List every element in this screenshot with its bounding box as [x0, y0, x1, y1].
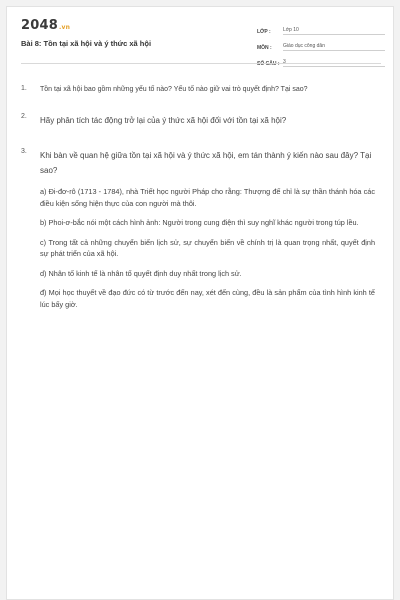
lesson-title: Bài 8: Tồn tại xã hội và ý thức xã hội — [21, 39, 152, 48]
meta-row-question-count — [257, 53, 385, 67]
meta-row-class — [257, 21, 385, 35]
worksheet-page — [6, 6, 394, 600]
meta-value: Lớp 10 — [283, 27, 385, 35]
header-divider — [21, 63, 381, 64]
answer-option-a: a) Đi-đơ-rô (1713 - 1784), nhà Triết học người Pháp cho rằng: Thượng đế chỉ là sự thần thánh hóa các điều kiện sống hiện thực của con người mà thôi. — [40, 187, 375, 208]
answer-option-d: d) Nhân tố kinh tế là nhân tố quyết định duy nhất trong lịch sử. — [40, 268, 242, 278]
question-text: Khi bàn về quan hệ giữa tồn tại xã hội và ý thức xã hội, em tán thành ý kiến nào sau đây? Tại sao? — [40, 151, 372, 175]
meta-value: Giáo dục công dân — [283, 43, 385, 51]
question-1 — [21, 85, 375, 95]
question-number: 2. — [21, 113, 27, 120]
question-number: 1. — [21, 85, 27, 92]
meta-label: LỚP : — [257, 29, 271, 35]
site-logo[interactable] — [21, 18, 70, 33]
answer-option-b: b) Phoi-ơ-bắc nói một cách hình ảnh: Người trong cung điện thì suy nghĩ khác người trong túp lều. — [40, 218, 359, 227]
question-text: Tồn tại xã hội bao gồm những yếu tố nào? Yếu tố nào giữ vai trò quyết định? Tại sao? — [40, 86, 308, 93]
meta-value: 3 — [283, 59, 385, 67]
question-text: Hãy phân tích tác động trở lại của ý thức xã hội đối với tồn tại xã hội? — [40, 116, 287, 125]
answer-option-dd: đ) Mọi học thuyết về đạo đức có từ trước đến nay, xét đến cùng, đều là sản phẩm của tình hình kinh tế lúc bấy giờ. — [40, 288, 375, 309]
question-3 — [21, 148, 375, 310]
meta-row-subject — [257, 37, 385, 51]
meta-info — [257, 21, 385, 69]
meta-label: MÔN : — [257, 45, 272, 51]
answer-option-c: c) Trong tất cả những chuyển biến lịch sử, sự chuyển biến về chính trị là quan trọng nhất, quyết định sự phát triển của xã hội. — [40, 237, 375, 258]
logo-suffix: .vn — [58, 24, 71, 31]
meta-label: SỐ CÂU : — [257, 61, 280, 67]
question-number: 3. — [21, 148, 27, 155]
question-list — [21, 85, 375, 328]
question-2 — [21, 113, 375, 128]
logo-text: 2048 — [21, 18, 58, 33]
